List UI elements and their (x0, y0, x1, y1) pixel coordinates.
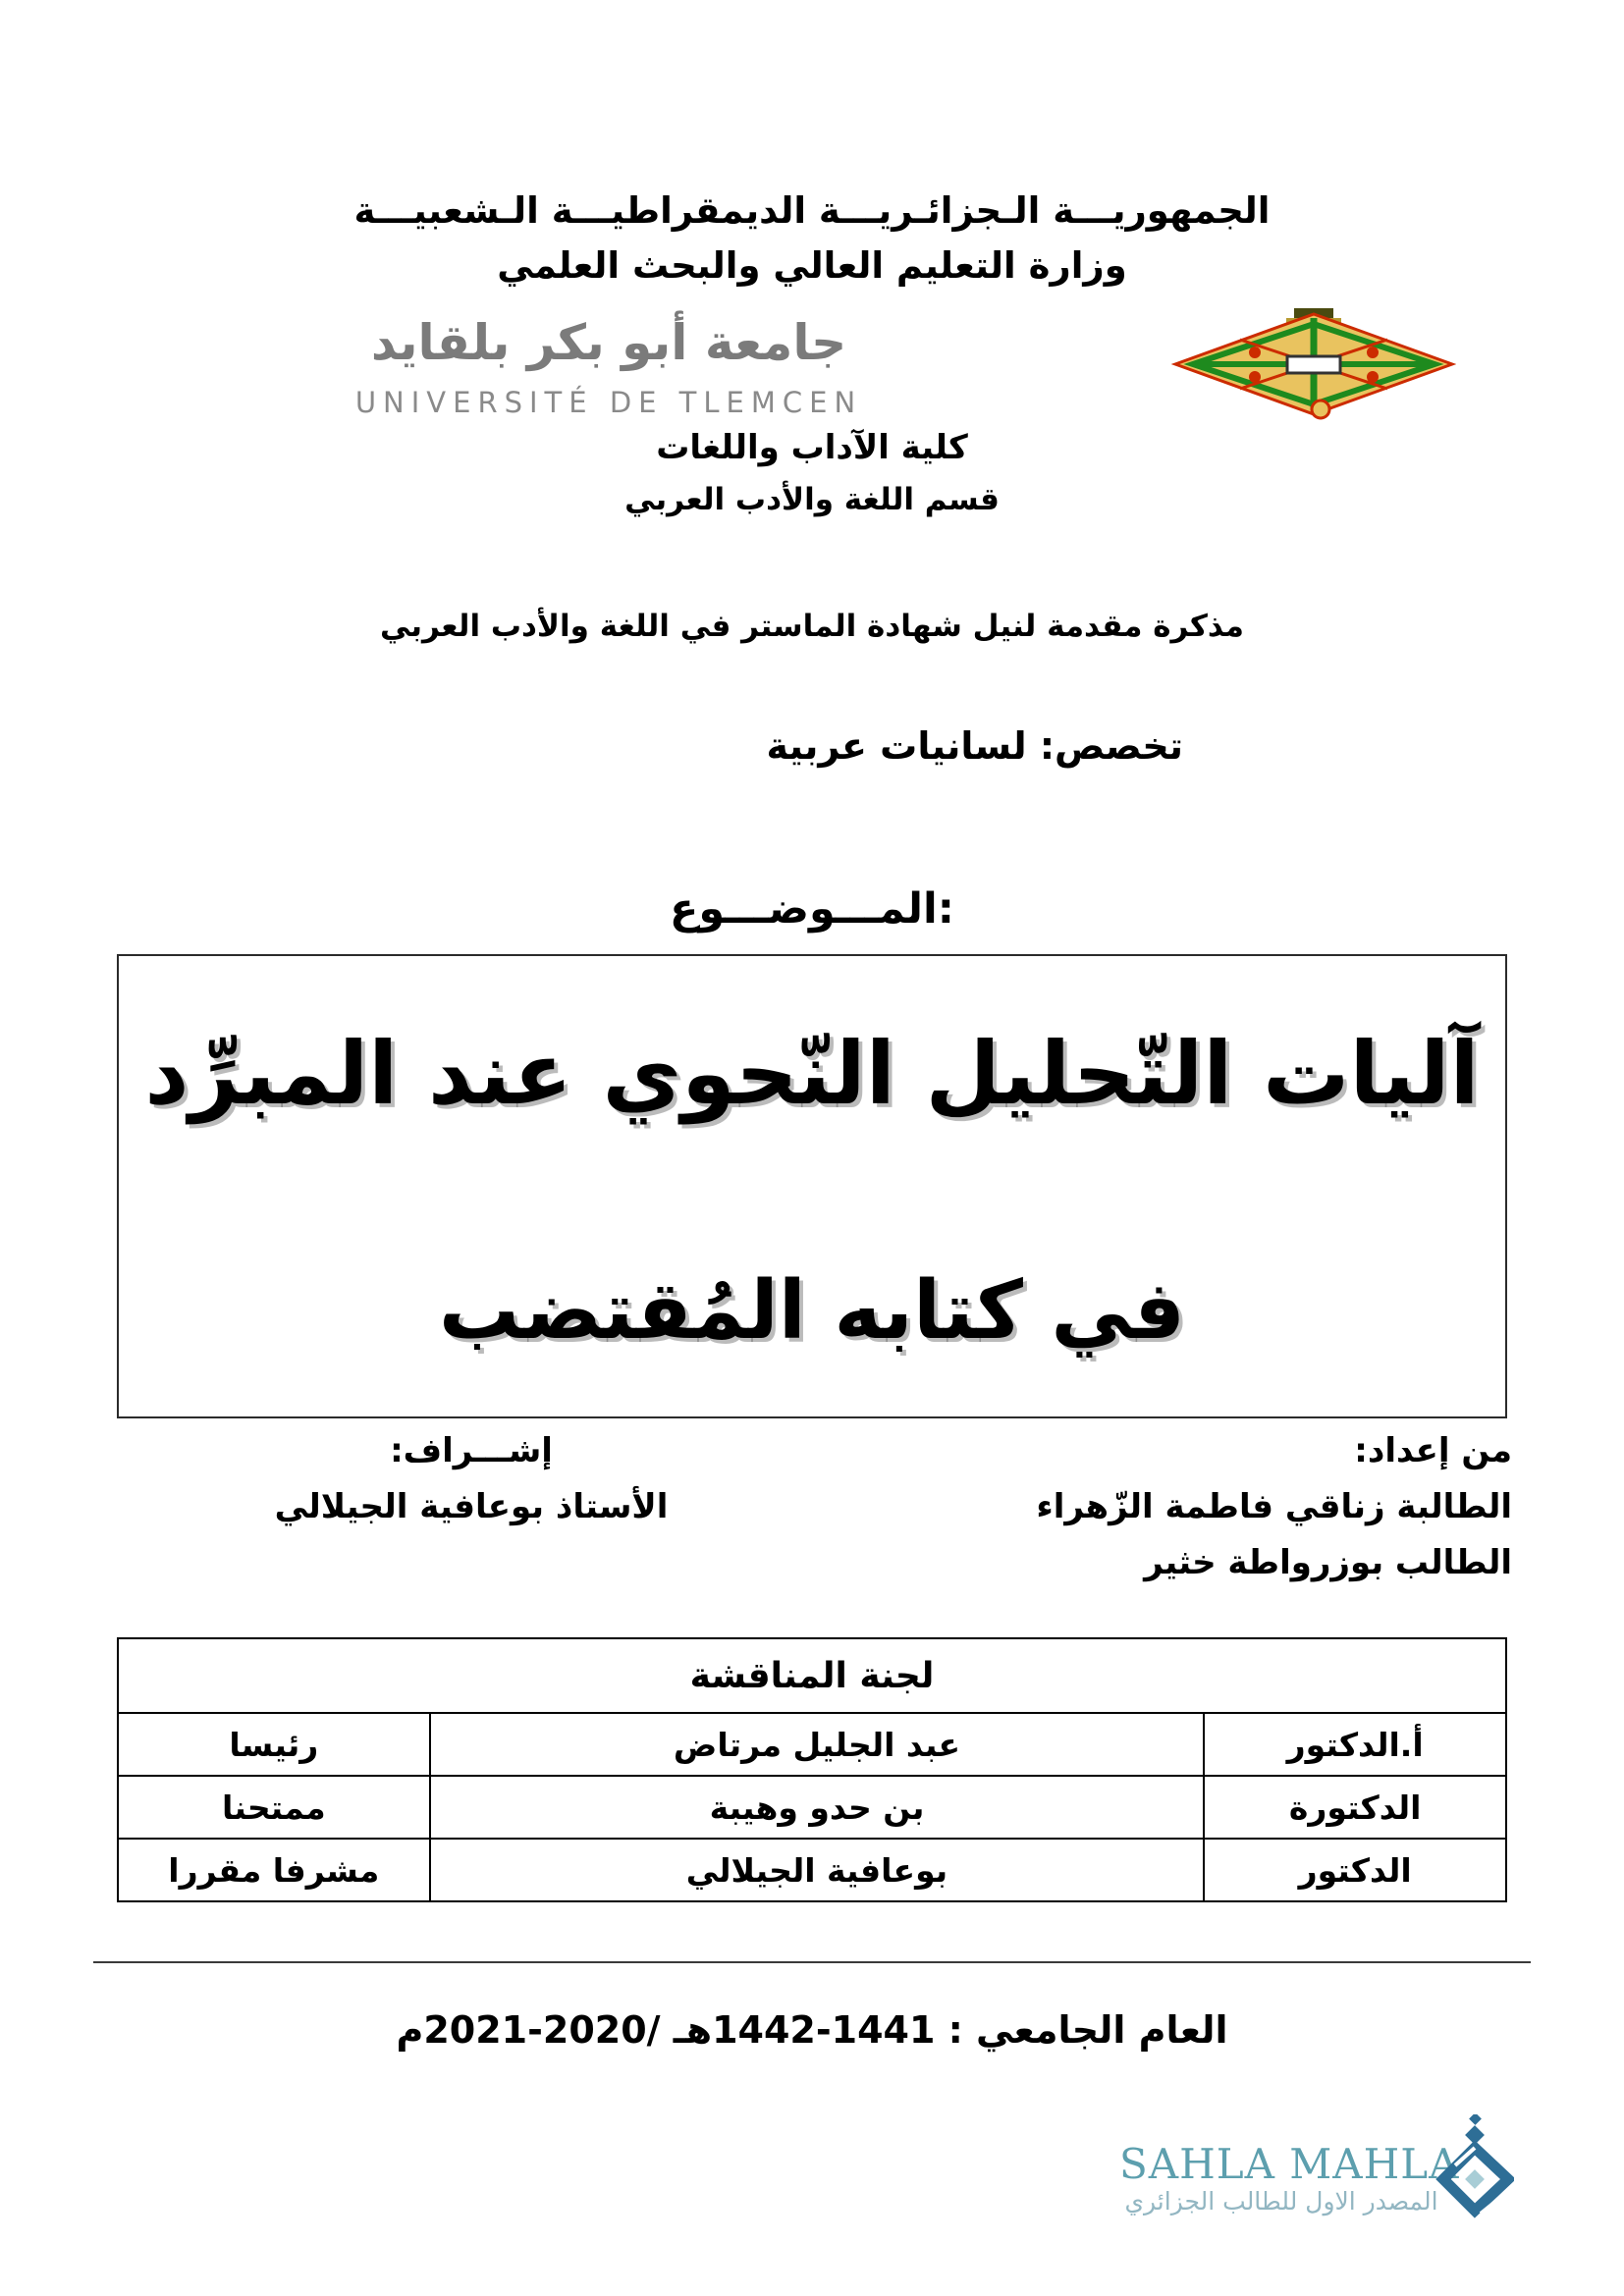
footer-divider (93, 1961, 1531, 1963)
department-name: قسم اللغة والأدب العربي (624, 482, 1000, 517)
member-role: ممتحنا (118, 1776, 430, 1839)
supervision-block (187, 1423, 756, 1535)
specialization: تخصص: لسانيات عربية (766, 724, 1183, 768)
subject-label: المـــوضـــوع: (670, 884, 954, 934)
member-academic-title: الدكتورة (1204, 1776, 1506, 1839)
supervisor-name: الأستاذ بوعافية الجيلالي (274, 1487, 669, 1526)
member-name: بن حدو وهيبة (430, 1776, 1205, 1839)
ministry-title: وزارة التعليم العالي والبحث العلمي (497, 244, 1127, 287)
watermark-tagline: المصدر الاول للطالب الجزائري (1124, 2187, 1438, 2216)
member-name: بوعافية الجيلالي (430, 1839, 1205, 1901)
committee-title: لجنة المناقشة (118, 1638, 1506, 1713)
faculty-name: كلية الآداب واللغات (656, 428, 968, 467)
university-name-arabic: جامعة أبو بكر بلقايد (370, 314, 847, 371)
sahla-mahla-emblem-icon (1435, 2114, 1514, 2226)
degree-statement: مذكرة مقدمة لنيل شهادة الماستر في اللغة والأدب العربي (380, 609, 1244, 644)
member-name: عبد الجليل مرتاض (430, 1713, 1205, 1776)
member-academic-title: الدكتور (1204, 1839, 1506, 1901)
committee-table (117, 1637, 1507, 1902)
committee-header-row (118, 1638, 1506, 1713)
author-student-1: الطالبة زناقي فاطمة الزّهراء (1036, 1487, 1512, 1526)
author-student-2: الطالب بوزرواطة خثير (1144, 1543, 1512, 1582)
member-role: رئيسا (118, 1713, 430, 1776)
authors-heading: من إعداد: (1354, 1431, 1512, 1470)
university-emblem-icon (1171, 308, 1456, 420)
table-row (118, 1713, 1506, 1776)
university-name-french: UNIVERSITÉ DE TLEMCEN (354, 386, 863, 419)
academic-year: العام الجامعي : 1441-1442هـ /2020-2021م (396, 2008, 1228, 2052)
thesis-title-line1: آليات التّحليل النّحوي عند المبرِّد (144, 1023, 1480, 1124)
watermark-brand: SAHLA MAHLA (1119, 2140, 1460, 2188)
supervision-heading: إشـــراف: (390, 1431, 553, 1470)
table-row (118, 1839, 1506, 1901)
member-academic-title: أ.الدكتور (1204, 1713, 1506, 1776)
republic-title: الجمهوريـــة الـجزائـريـــة الديمقراطيـــة الـشعبيـــة (353, 189, 1271, 232)
member-role: مشرفا مقررا (118, 1839, 430, 1901)
thesis-title-line2: في كتابه المُقتضب (438, 1264, 1186, 1358)
authors-block (825, 1423, 1512, 1591)
table-row (118, 1776, 1506, 1839)
